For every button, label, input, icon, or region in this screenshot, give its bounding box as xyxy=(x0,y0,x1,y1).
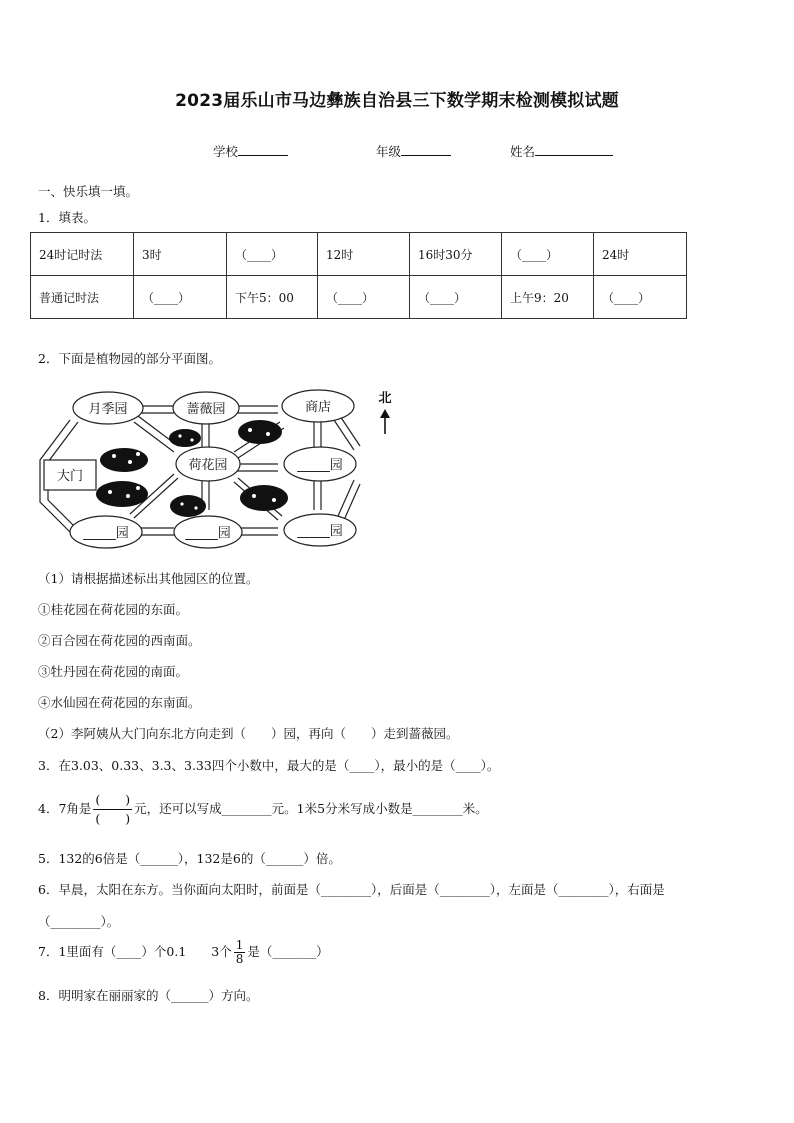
fraction-denominator: 8 xyxy=(235,952,244,966)
garden-label-s-blank[interactable]: _____园 xyxy=(185,526,231,541)
list-item: ③牡丹园在荷花园的南面。 xyxy=(38,664,189,679)
garden-label-shop: 商店 xyxy=(304,400,332,415)
fraction-one-eighth xyxy=(234,939,246,966)
list-item: ②百合园在荷花园的西南面。 xyxy=(38,633,201,648)
question-2-label: 2．下面是植物园的部分平面图。 xyxy=(38,351,221,366)
list-item: ①桂花园在荷花园的东面。 xyxy=(38,602,189,617)
question-4-suffix: 元，还可以写成________元。1米5分米写成小数是________米。 xyxy=(134,801,488,816)
question-7-prefix: 7．1里面有（____）个0.1 3个 xyxy=(38,944,232,959)
page-title: 2023届乐山市马边彝族自治县三下数学期末检测模拟试题 xyxy=(175,91,619,111)
table-cell-blank[interactable]: （____） xyxy=(502,233,594,276)
garden-label-east-blank[interactable]: _____园 xyxy=(297,458,343,473)
fraction-numerator: 1 xyxy=(235,938,244,952)
garden-map xyxy=(38,382,398,552)
north-label: 北 xyxy=(378,391,392,406)
table-row xyxy=(31,276,687,319)
question-2-sub2: （2）李阿姨从大门向东北方向走到（ ）园，再向（ ）走到蔷薇园。 xyxy=(38,726,459,741)
fraction-blank[interactable] xyxy=(93,791,132,828)
school-field xyxy=(213,141,288,160)
table-cell: 下午5：00 xyxy=(227,276,318,319)
question-1-label: 1．填表。 xyxy=(38,210,96,225)
table-cell: 上午9：20 xyxy=(502,276,594,319)
table-cell: 12时 xyxy=(318,233,410,276)
question-5: 5．132的6倍是（______），132是6的（______）倍。 xyxy=(38,851,341,866)
grade-label: 年级 xyxy=(376,144,402,159)
table-cell-blank[interactable]: （____） xyxy=(227,233,318,276)
question-4-prefix: 4．7角是 xyxy=(38,801,92,816)
table-cell-blank[interactable]: （____） xyxy=(134,276,227,319)
garden-label-gate: 大门 xyxy=(56,469,84,484)
school-blank[interactable] xyxy=(238,141,288,156)
grade-blank[interactable] xyxy=(401,141,451,156)
fraction-numerator[interactable]: ( ) xyxy=(93,791,132,810)
garden-label-qiangwei: 蔷薇园 xyxy=(186,402,226,417)
question-4 xyxy=(38,791,488,828)
question-7 xyxy=(38,939,329,966)
table-row xyxy=(31,233,687,276)
question-2-sub1: （1）请根据描述标出其他园区的位置。 xyxy=(38,571,259,586)
grade-field xyxy=(376,141,451,160)
question-3: 3．在3.03、0.33、3.3、3.33四个小数中，最大的是（____），最小的是（____）。 xyxy=(38,758,500,773)
name-label: 姓名 xyxy=(510,144,536,159)
list-item: ④水仙园在荷花园的东南面。 xyxy=(38,695,201,710)
table-cell: 16时30分 xyxy=(410,233,502,276)
north-arrow-icon xyxy=(378,391,391,434)
garden-label-hehua: 荷花园 xyxy=(188,458,228,473)
name-blank[interactable] xyxy=(535,141,613,156)
table-cell: 24时 xyxy=(594,233,687,276)
garden-label-yueji: 月季园 xyxy=(88,402,128,417)
fraction-denominator[interactable]: ( ) xyxy=(95,811,131,826)
table-cell-blank[interactable]: （____） xyxy=(410,276,502,319)
table-cell: 普通记时法 xyxy=(31,276,134,319)
name-field xyxy=(510,141,613,160)
table-cell-blank[interactable]: （____） xyxy=(318,276,410,319)
time-conversion-table xyxy=(30,232,687,319)
section-heading: 一、快乐填一填。 xyxy=(38,184,139,199)
question-8: 8．明明家在丽丽家的（______）方向。 xyxy=(38,988,259,1003)
question-7-suffix: 是（_______） xyxy=(247,944,329,959)
table-cell-blank[interactable]: （____） xyxy=(594,276,687,319)
school-label: 学校 xyxy=(213,144,239,159)
garden-label-sw-blank[interactable]: _____园 xyxy=(83,526,129,541)
table-cell: 3时 xyxy=(134,233,227,276)
question-6-line-2: （________）。 xyxy=(38,914,120,929)
garden-label-se-blank[interactable]: _____园 xyxy=(297,524,343,539)
table-cell: 24时记时法 xyxy=(31,233,134,276)
question-6-line-1: 6．早晨，太阳在东方。当你面向太阳时，前面是（________），后面是（________），左面是（________），右面是 xyxy=(38,882,665,897)
